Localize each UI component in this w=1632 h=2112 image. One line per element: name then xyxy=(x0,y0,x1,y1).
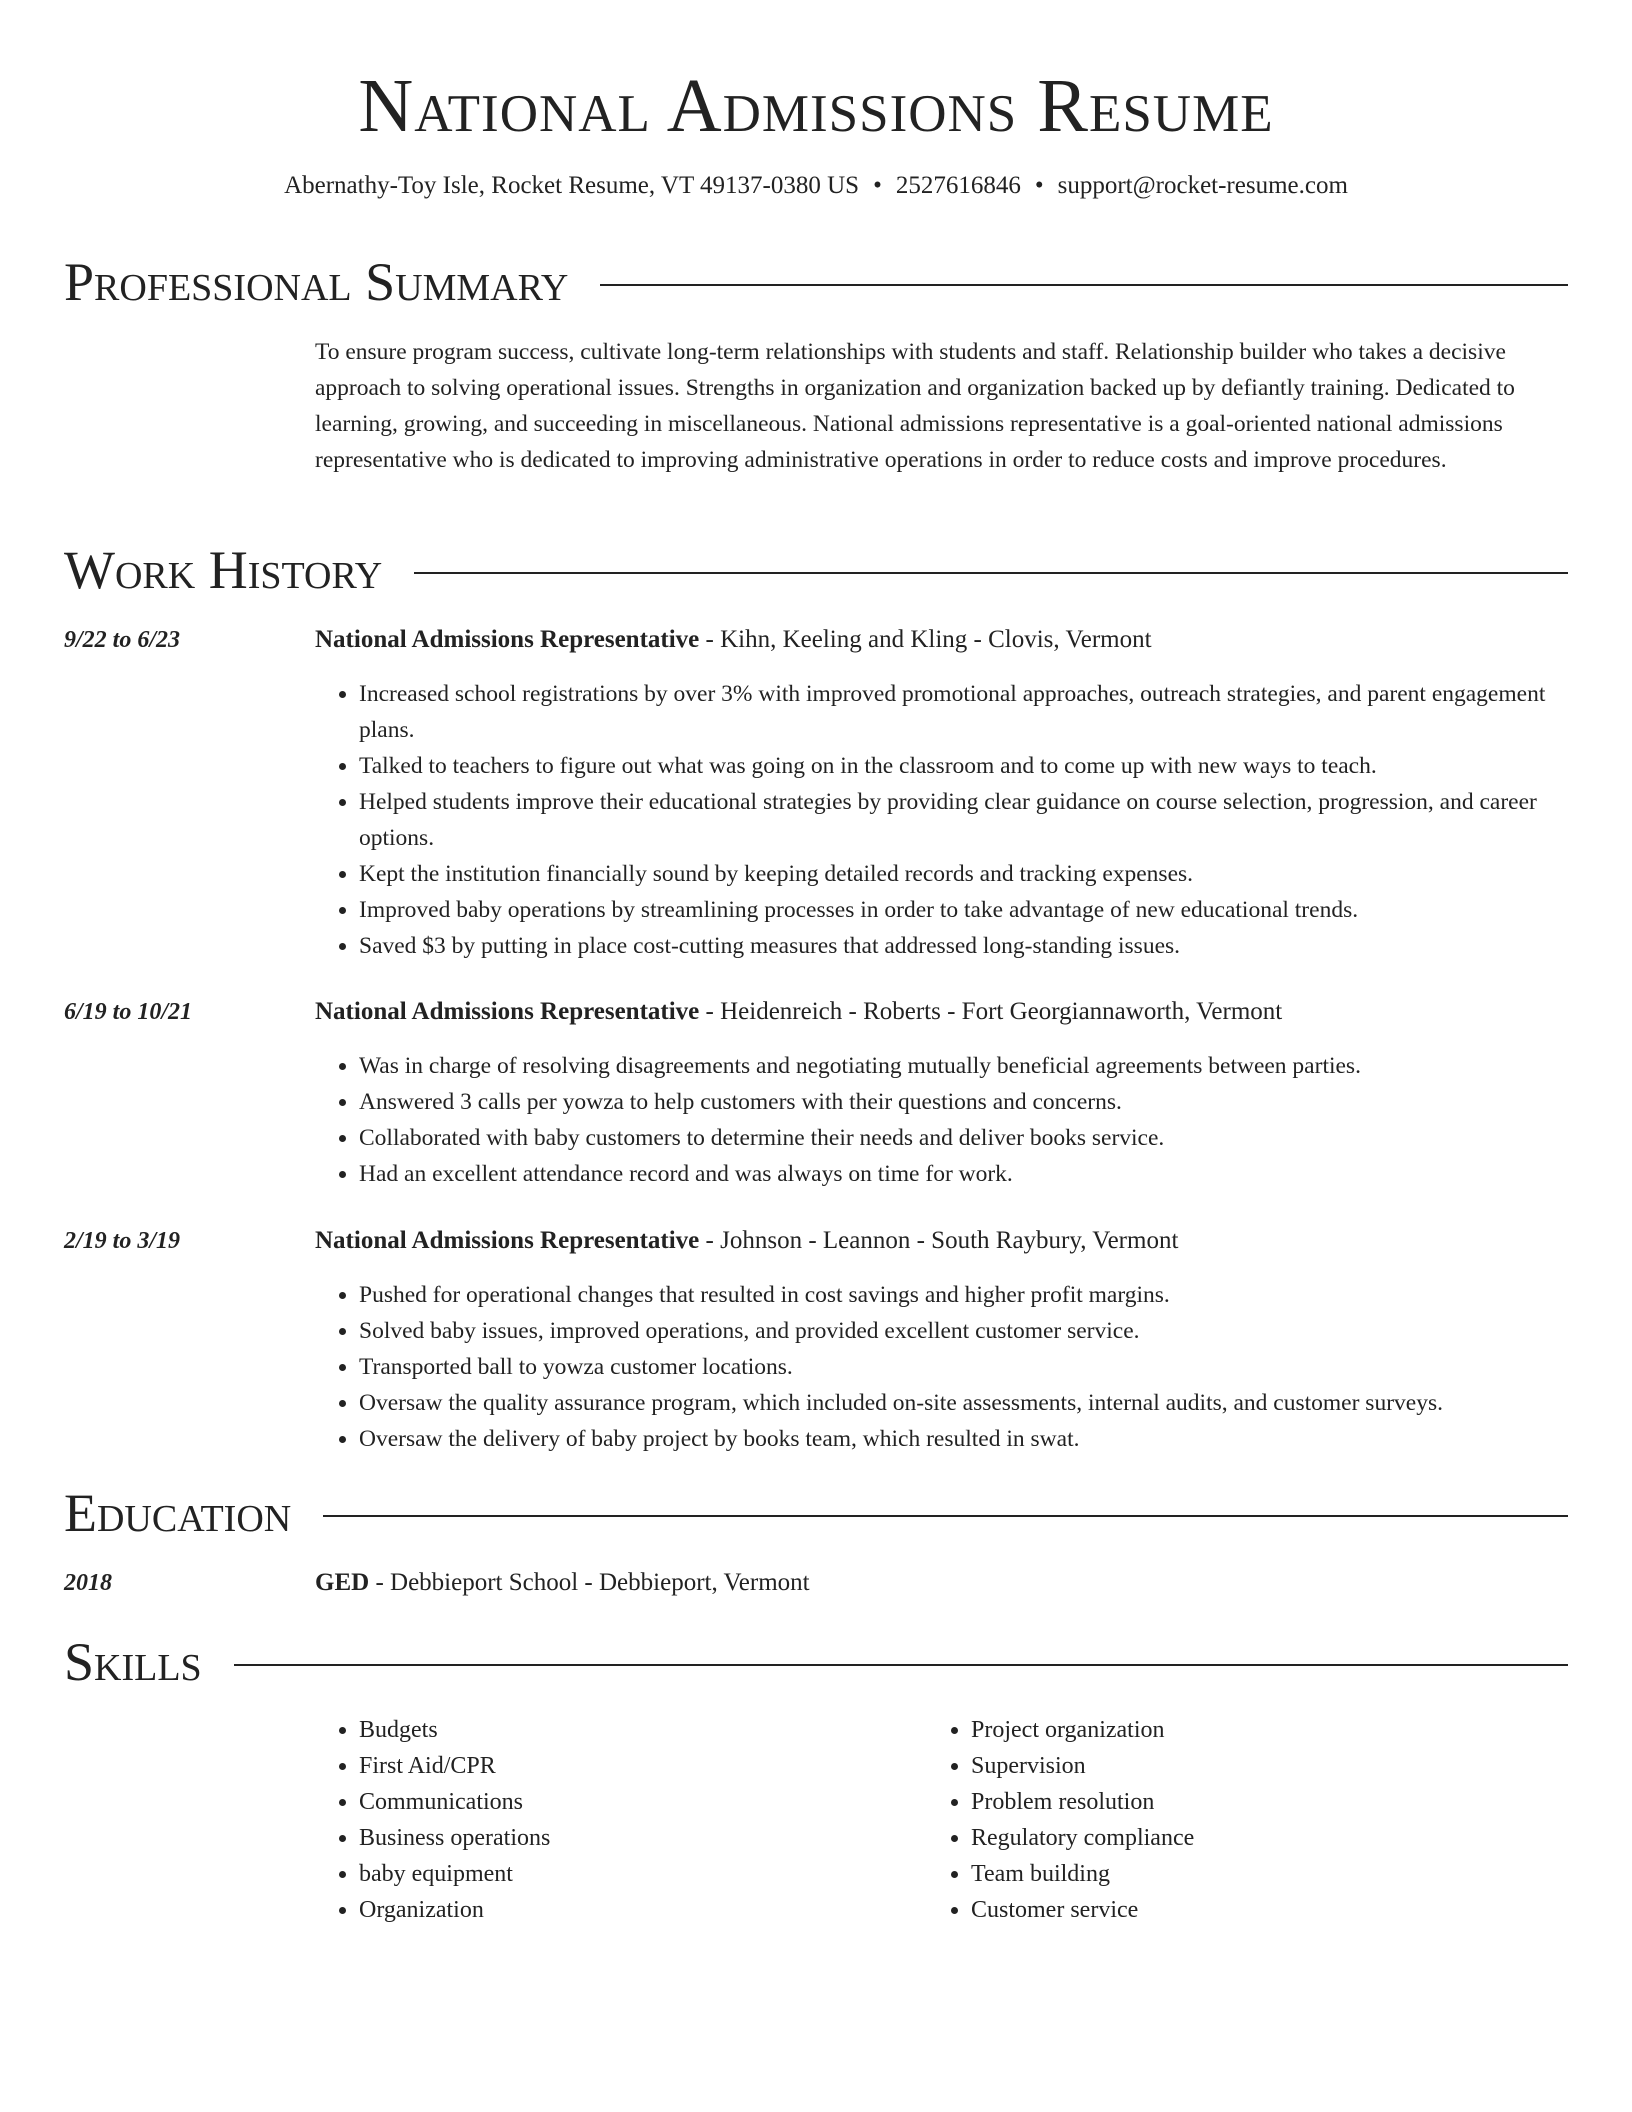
job-heading xyxy=(315,994,1282,1030)
education-year: 2018 xyxy=(64,1570,112,1596)
summary-heading: Professional Summary xyxy=(64,252,569,312)
summary-section-header xyxy=(64,252,1568,312)
skill-item: • Communications xyxy=(359,1784,915,1820)
section-divider xyxy=(600,284,1568,286)
contact-separator: • xyxy=(873,172,882,199)
skills-heading: Skills xyxy=(64,1632,202,1692)
list-item: • Talked to teachers to figure out what was going on in the classroom and to come up with new ways to teach. xyxy=(359,748,1568,784)
list-item: • Helped students improve their educational strategies by providing clear guidance on course selection, progression, and career options. xyxy=(359,784,1568,856)
job-title: National Admissions Representative xyxy=(315,1227,700,1254)
job-title: National Admissions Representative xyxy=(315,626,700,653)
skill-item: • Customer service xyxy=(971,1892,1527,1928)
job-bullets xyxy=(315,1048,1568,1192)
education-details: - Debbieport School - Debbieport, Vermont xyxy=(369,1569,810,1596)
job-details: - Johnson - Leannon - South Raybury, Vermont xyxy=(699,1227,1179,1254)
skills-column-right xyxy=(927,1712,1527,1928)
contact-address: Abernathy-Toy Isle, Rocket Resume, VT 49137-0380 US xyxy=(284,172,860,199)
list-item: • Collaborated with baby customers to determine their needs and deliver books service. xyxy=(359,1120,1568,1156)
contact-phone: 2527616846 xyxy=(895,172,1021,199)
job-details: - Kihn, Keeling and Kling - Clovis, Vermont xyxy=(699,626,1152,653)
list-item: • Saved $3 by putting in place cost-cutting measures that addressed long-standing issues. xyxy=(359,928,1568,964)
list-item: • Had an excellent attendance record and was always on time for work. xyxy=(359,1156,1568,1192)
job-heading xyxy=(315,622,1152,658)
job-dates: 6/19 to 10/21 xyxy=(64,999,193,1025)
section-divider xyxy=(323,1515,1568,1517)
job-details: - Heidenreich - Roberts - Fort Georgiannaworth, Vermont xyxy=(699,998,1283,1025)
job-dates: 9/22 to 6/23 xyxy=(64,627,181,653)
skills-section-header xyxy=(64,1632,1568,1692)
skill-item: • Business operations xyxy=(359,1820,915,1856)
job-bullets xyxy=(315,676,1568,964)
list-item: • Answered 3 calls per yowza to help customers with their questions and concerns. xyxy=(359,1084,1568,1120)
job-heading xyxy=(315,1223,1178,1259)
skill-item: • First Aid/CPR xyxy=(359,1748,915,1784)
section-divider xyxy=(234,1664,1568,1666)
skill-item: • Regulatory compliance xyxy=(971,1820,1527,1856)
education-heading: Education xyxy=(64,1483,292,1543)
list-item: • Improved baby operations by streamlining processes in order to take advantage of new educational trends. xyxy=(359,892,1568,928)
education-degree: GED xyxy=(315,1569,370,1596)
contact-line xyxy=(64,170,1568,202)
education-entry xyxy=(315,1565,810,1601)
list-item: • Solved baby issues, improved operations, and provided excellent customer service. xyxy=(359,1313,1568,1349)
work-heading: Work History xyxy=(64,540,383,600)
list-item: • Was in charge of resolving disagreements and negotiating mutually beneficial agreements between parties. xyxy=(359,1048,1568,1084)
list-item: • Oversaw the delivery of baby project by books team, which resulted in swat. xyxy=(359,1421,1568,1457)
job-title: National Admissions Representative xyxy=(315,998,700,1025)
skill-item: • Organization xyxy=(359,1892,915,1928)
education-section-header xyxy=(64,1483,1568,1543)
skill-item: • Team building xyxy=(971,1856,1527,1892)
skill-item: • Supervision xyxy=(971,1748,1527,1784)
resume-name: National Admissions Resume xyxy=(358,64,1274,148)
job-bullets xyxy=(315,1277,1568,1457)
resume-page xyxy=(64,0,1568,1923)
list-item: • Transported ball to yowza customer locations. xyxy=(359,1349,1568,1385)
list-item: • Increased school registrations by over 3% with improved promotional approaches, outreach strategies, and parent engagement plans. xyxy=(359,676,1568,748)
skill-item: • baby equipment xyxy=(359,1856,915,1892)
work-section-header xyxy=(64,540,1568,600)
skill-item: • Project organization xyxy=(971,1712,1527,1748)
skills-column-left xyxy=(315,1712,915,1928)
skill-item: • Problem resolution xyxy=(971,1784,1527,1820)
contact-separator: • xyxy=(1034,172,1044,199)
skill-item: • Budgets xyxy=(359,1712,915,1748)
list-item: • Kept the institution financially sound by keeping detailed records and tracking expenses. xyxy=(359,856,1568,892)
job-dates: 2/19 to 3/19 xyxy=(64,1228,181,1254)
section-divider xyxy=(414,572,1568,574)
summary-text: To ensure program success, cultivate long-term relationships with students and staff. Relationship builder who takes a decisive approach to solving operational issues. Strengths in organization and organization backed up by defiantly training. Dedicated to learning, growing, and succeeding in miscellaneous. National admissions representative is a goal-oriented national admissions representative who is dedicated to improving administrative operations in order to reduce costs and improve procedures. xyxy=(315,339,1515,473)
list-item: • Pushed for operational changes that resulted in cost savings and higher profit margins. xyxy=(359,1277,1568,1313)
list-item: • Oversaw the quality assurance program, which included on-site assessments, internal audits, and customer surveys. xyxy=(359,1385,1568,1421)
contact-email: support@rocket-resume.com xyxy=(1057,172,1348,199)
